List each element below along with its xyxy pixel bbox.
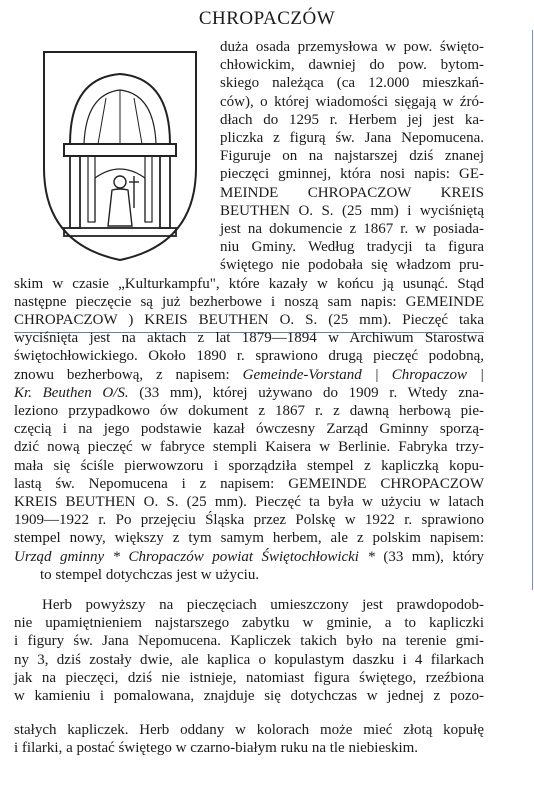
text-line: i figury św. Jana Nepomucena. Kapliczek takich było na terenie gmi- — [14, 633, 484, 650]
text-line: i filarki, a postać świętego w czarno-białym ruku na tle niebieskim. — [14, 740, 419, 757]
text-line: KREIS BEUTHEN O. S. (25 mm). Pieczęć ta była w użyciu w latach — [14, 494, 484, 510]
text-line: niu Gminy. Według tradycji ta figura — [220, 239, 484, 256]
text-line: Figuruje on na najstarszej dziś znanej — [220, 148, 484, 165]
text-line: to stempel dotychczas jest w użyciu. — [40, 566, 260, 583]
text-line: leziono przypadkowo ów dokument z 1867 r. z dawną herbową pie- — [14, 403, 484, 419]
text-line: świętochłowickiego. Około 1890 r. sprawiono drugą pieczęć podobną, — [14, 348, 484, 365]
text-line: skim w czasie „Kulturkampfu", które kazały w końcu ją usunąć. Stąd — [14, 275, 484, 292]
text-line: BEUTHEN O. S. (25 mm) i wyciśniętą — [220, 202, 484, 219]
text-line: jak na pieczęci, dziś nie istnieje, natomiast figura świętego, rzeźbiona — [14, 669, 484, 686]
text-line: świętego nie podobała się władzom pru- — [220, 257, 484, 274]
text-line: Urząd gminny * Chropaczów powiat Świętochłowicki * (33 mm), który — [14, 548, 484, 565]
text-line: dzić nową pieczęć w fabryce stempli Kaisera w Berlinie. Fabryka trzy- — [14, 439, 484, 456]
text-line: częcią i na jego podstawie kazał ówczesny Zarząd Gminny sporzą- — [14, 421, 484, 438]
text-line: jest na dokumencie z 1867 r. w posiada- — [220, 221, 484, 237]
text-line: wyciśnięta jest na aktach z lat 1879—1894 w Archiwum Starostwa — [14, 330, 484, 347]
text-line: znowu bezherbową, z napisem: Gemeinde-Vorstand | Chropaczow | — [14, 366, 484, 383]
text-line: stałych kapliczek. Herb oddany w kolorach może mieć złotą kopułę — [14, 722, 484, 739]
text-line: następne pieczęcie są już bezherbowe i noszą sam napis: GEMEINDE — [14, 293, 484, 310]
text-line: MEINDE CHROPACZOW KREIS — [220, 184, 484, 201]
text-line: nie upamiętnieniem najstarszego zabytku w gminie, a to kapliczki — [14, 615, 484, 632]
text-line: w kamieniu i pomalowana, znajduje się dotychczas w jednej z pozo- — [14, 688, 484, 704]
coat-of-arms-emblem — [40, 48, 200, 262]
text-line: skiego należąca (ca 12.000 mieszkań- — [220, 75, 484, 92]
scan-edge-line — [532, 30, 533, 590]
text-line: mała się ściśle pierwowzoru i sporządziła stempel z kapliczką kopu- — [14, 457, 484, 474]
text-line: duża osada przemysłowa w pow. święto- — [220, 39, 484, 55]
text-line: pieczęci gminnej, która nosi napis: GE- — [220, 166, 484, 183]
text-line: pliczka z figurą św. Jana Nepomucena. — [220, 130, 484, 146]
text-line: Kr. Beuthen O/S. (33 mm), której używano do 1909 r. Wtedy zna- — [14, 384, 485, 401]
text-line: ców), o której wiadomości sięgają w źró- — [220, 93, 484, 110]
text-line: stempel nowy, większy z tym samym herbem, ale z polskim napisem: — [14, 530, 484, 547]
text-line: dłach do 1295 r. Herbem jej jest ka- — [220, 111, 484, 128]
text-line: CHROPACZOW ) KREIS BEUTHEN O. S. (25 mm). Pieczęć taka — [14, 312, 484, 328]
text-line: chłowickim, dawniej do pow. bytom- — [220, 57, 484, 74]
text-line: Herb powyższy na pieczęciach umieszczony jest prawdopodob- — [42, 597, 484, 613]
page-title: CHROPACZÓW — [198, 8, 336, 29]
text-line: ny 3, dziś zostały dwie, ale kaplica o kopulastym daszku i 4 filarkach — [14, 651, 484, 668]
text-line: lastą św. Nepomucena i z napisem: GEMEINDE CHROPACZOW — [14, 475, 484, 492]
text-line: 1909—1922 r. Po przejęciu Śląska przez Polskę w 1922 r. sprawiono — [14, 512, 484, 529]
